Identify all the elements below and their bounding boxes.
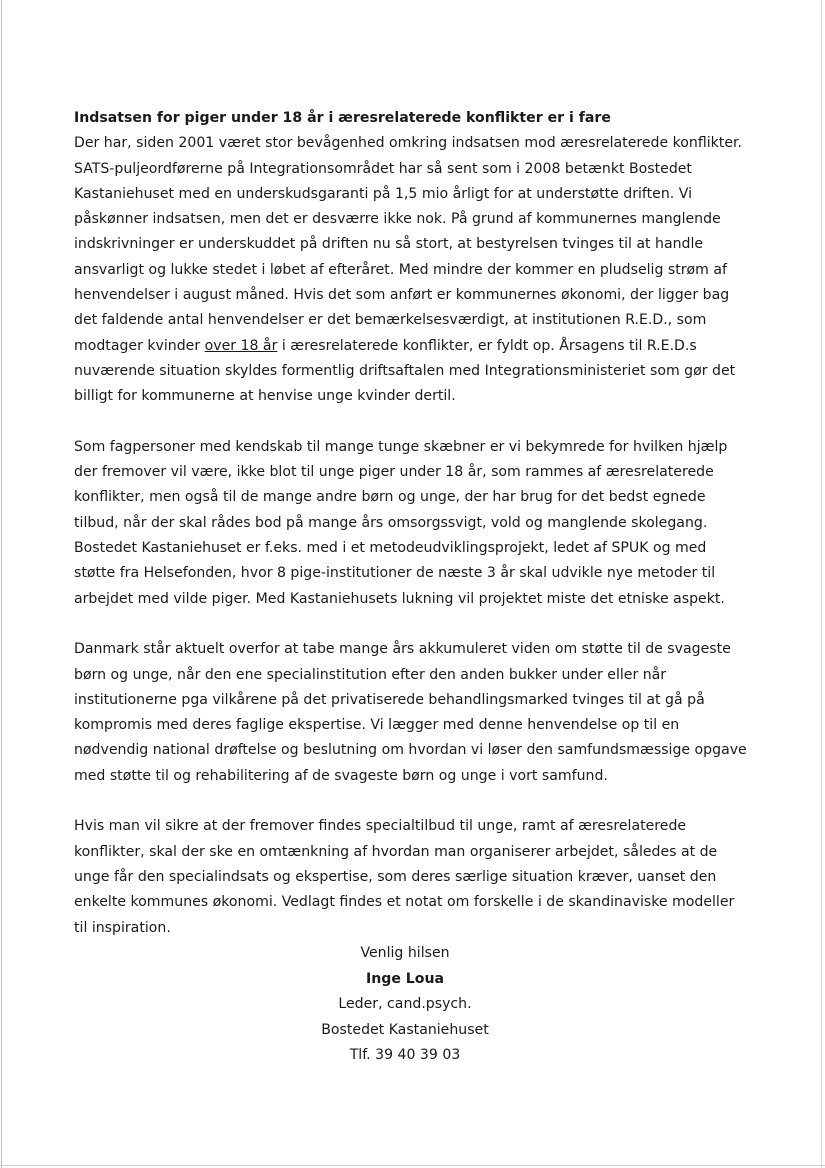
text-segment: i æresrelaterede konflikter, er fyldt op. Årsagens til R.E.D.s xyxy=(277,337,697,354)
text-line: Kastaniehuset med en underskudsgaranti på 1,5 mio årligt for at understøtte driften. Vi xyxy=(74,185,692,202)
text-line: Der har, siden 2001 været stor bevågenhed omkring indsatsen mod æresrelaterede konflikter. xyxy=(74,135,742,152)
paragraph-4 xyxy=(74,814,744,940)
text-line: det faldende antal henvendelser er det bemærkelsesværdigt, at institutionen R.E.D., som xyxy=(74,312,707,329)
text-line: til inspiration. xyxy=(74,919,171,936)
signature-name: Inge Loua xyxy=(365,970,445,987)
paragraph-3 xyxy=(74,637,747,789)
letter-body xyxy=(74,106,747,966)
signature-greeting: Venlig hilsen xyxy=(360,945,450,961)
text-line: SATS-puljeordførerne på Integrationsområdet har så sent som i 2008 betænkt Bostedet xyxy=(74,160,692,177)
signature-role: Leder, cand.psych. xyxy=(338,996,472,1012)
text-line: indskrivninger er underskuddet på driften nu så stort, at bestyrelsen tvinges til at handle xyxy=(74,236,704,253)
text-line: kompromis med deres faglige ekspertise. Vi lægger med denne henvendelse op til en xyxy=(74,717,680,734)
text-line: Hvis man vil sikre at der fremover findes specialtilbud til unge, ramt af æresrelaterede xyxy=(74,818,687,835)
text-line: tilbud, når der skal rådes bod på mange års omsorgssvigt, vold og manglende skolegang. xyxy=(74,514,708,531)
text-line: ansvarligt og lukke stedet i løbet af efteråret. Med mindre der kommer en pludselig strøm af xyxy=(74,261,727,278)
text-line: enkelte kommunes økonomi. Vedlagt findes et notat om forskelle i de skandinaviske modeller xyxy=(74,894,735,911)
text-line: med støtte til og rehabilitering af de svageste børn og unge i vort samfund. xyxy=(74,767,608,784)
text-line: Bostedet Kastaniehuset er f.eks. med i et metodeudviklingsprojekt, ledet af SPUK og med xyxy=(74,540,707,557)
signature-phone: Tlf. 39 40 39 03 xyxy=(349,1047,461,1063)
paragraph-1 xyxy=(74,131,744,409)
text-line: nuværende situation skyldes formentlig driftsaftalen med Integrationsministeriet som gør det xyxy=(74,362,736,379)
underlined-text: over 18 år xyxy=(204,337,278,354)
text-line: konflikter, skal der ske en omtænkning af hvordan man organiserer arbejdet, således at de xyxy=(74,843,718,860)
text-line: Danmark står aktuelt overfor at tabe mange års akkumuleret viden om støtte til de svageste xyxy=(74,641,731,658)
scan-edge-right xyxy=(821,0,822,1168)
text-line: unge får den specialindsats og ekspertise, som deres særlige situation kræver, uanset den xyxy=(74,868,717,885)
paragraph-2 xyxy=(74,435,744,612)
letter-title: Indsatsen for piger under 18 år i æresrelaterede konflikter er i fare xyxy=(74,110,611,126)
text-line: henvendelser i august måned. Hvis det som anført er kommunernes økonomi, der ligger bag xyxy=(74,287,730,304)
signature-organization: Bostedet Kastaniehuset xyxy=(321,1021,489,1038)
scan-edge-bottom xyxy=(0,1165,825,1166)
text-line: billigt for kommunerne at henvise unge kvinder dertil. xyxy=(74,388,456,405)
text-line: der fremover vil være, ikke blot til unge piger under 18 år, som rammes af æresrelaterede xyxy=(74,464,714,481)
signature-block xyxy=(240,941,570,1069)
text-line: arbejdet med vilde piger. Med Kastaniehusets lukning vil projektet miste det etniske aspekt. xyxy=(74,590,725,607)
text-line: påskønner indsatsen, men det er desværre ikke nok. På grund af kommunernes manglende xyxy=(74,211,721,228)
scan-edge-left xyxy=(1,0,2,1168)
text-segment: modtager kvinder xyxy=(74,337,205,354)
text-line: nødvendig national drøftelse og beslutning om hvordan vi løser den samfundsmæssige opgave xyxy=(74,742,747,759)
text-line: børn og unge, når den ene specialinstitution efter den anden bukker under eller når xyxy=(74,666,667,683)
text-line: støtte fra Helsefonden, hvor 8 pige-institutioner de næste 3 år skal udvikle nye metoder til xyxy=(74,565,716,582)
text-line: konflikter, men også til de mange andre børn og unge, der har brug for det bedst egnede xyxy=(74,489,706,506)
text-line-with-underline xyxy=(74,334,744,359)
text-line: Som fagpersoner med kendskab til mange tunge skæbner er vi bekymrede for hvilken hjælp xyxy=(74,438,728,455)
text-line: institutionerne pga vilkårene på det privatiserede behandlingsmarked tvinges til at gå på xyxy=(74,691,705,708)
